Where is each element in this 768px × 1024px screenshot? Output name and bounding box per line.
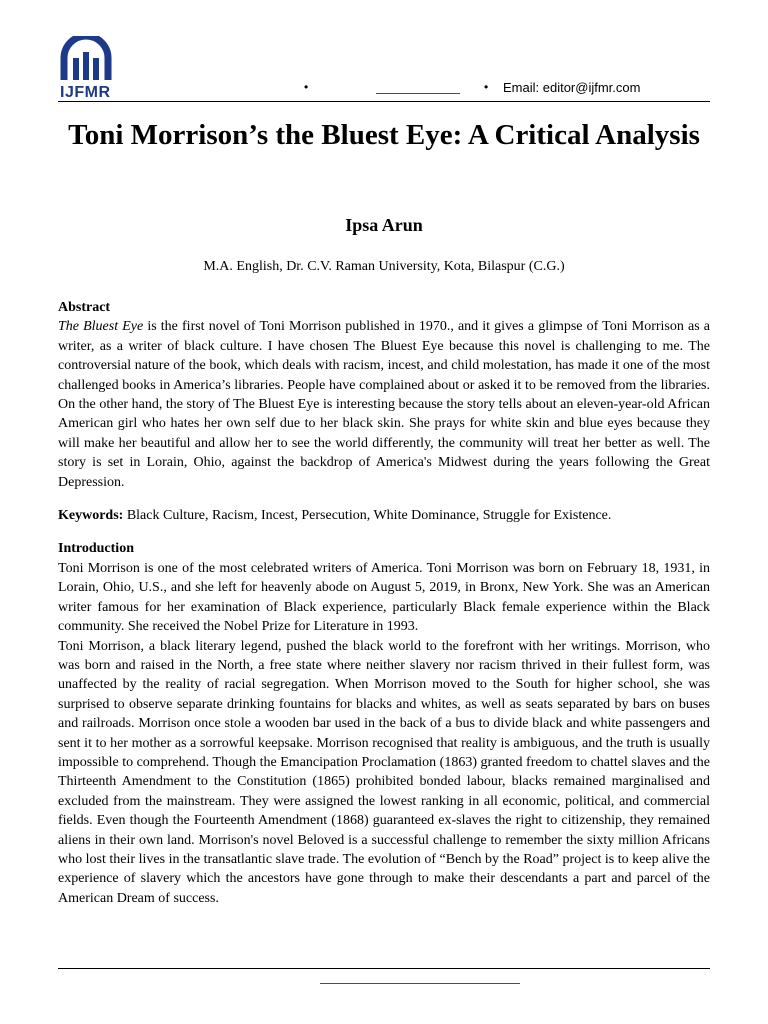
introduction-paragraph-2: Toni Morrison, a black literary legend, pushed the black world to the forefront with her writings. Morrison, who was born and raised in the North, a free state where neither slavery nor racism thrived in their fullest form, was unaffected by the reality of racial segregation. When Morrison moved to the South for higher school, she was surprised to observe separate drinking fountains for blacks and whites, as well as seats separated by bars on buses and railroads. Morrison once stole a wooden bar used in the back of a bus to divide black and white passengers and sent it to her mother as a sorrowful keepsake. Morrison recognised that reality is ambiguous, and the truth is usually impossible to comprehend. Though the Emancipation Proclamation (1863) granted freedom to chattel slaves and the Thirteenth Amendment to the Constitution (1865) prohibited bonded labour, blacks remained marginalised and excluded from the mainstream. They were assigned the lowest ranking in all economic, political, and commercial fields. Even though the Fourteenth Amendment (1868) guaranteed ex-slaves the right to citizenship, they remained aliens in their own land. Morrison's novel Beloved is a successful challenge to remember the sixty million Africans who lost their lives in the transatlantic slave trade. The evolution of “Bench by the Road” project is to keep alive the experience of slavery which the ancestors have gone through to make their descendants a part and parcel of the American Dream of success. (58, 638, 710, 906)
introduction-paragraph-1: Toni Morrison is one of the most celebrated writers of America. Toni Morrison was born on February 18, 1931, in Lorain, Ohio, U.S., and she left for heavenly abode on August 5, 2019, in Bronx, New York. She was an American writer famous for her examination of Black experience, particularly Black female experience within the Black community. She received the Nobel Prize for Literature in 1993. (58, 560, 710, 635)
author-affiliation: M.A. English, Dr. C.V. Raman University, Kota, Bilaspur (C.G.) (203, 259, 565, 274)
header-bullet: • (484, 80, 489, 94)
footer-link[interactable] (320, 983, 520, 984)
introduction-heading: Introduction (58, 541, 134, 557)
keywords-text: Black Culture, Racism, Incest, Persecution, White Dominance, Struggle for Existence. (123, 508, 612, 524)
keywords (58, 506, 710, 525)
paper-title: Toni Morrison’s the Bluest Eye: A Critical Analysis (68, 119, 700, 151)
header-divider (58, 101, 710, 102)
page-header (58, 36, 710, 102)
abstract-heading: Abstract (58, 300, 111, 315)
header-email[interactable]: Email: editor@ijfmr.com (503, 80, 641, 95)
abstract-text (58, 317, 710, 492)
abstract-body: is the first novel of Toni Morrison published in 1970., and it gives a glimpse of Toni Morrison as a writer, as a writer of black culture. I have chosen The Bluest Eye because this novel is challenging to me. The controversial nature of the book, which deals with racism, incest, and child molestation, has made it one of the most challenged books in America’s libraries. People have complained about or asked it to be removed from the libraries. On the other hand, the story of The Bluest Eye is interesting because the story tells about an eleven-year-old African American girl who hates her own self due to her black skin. She prays for white skin and blue eyes because they will make her beautiful and allow her to see the world differently, the community will treat her better as well. The story is set in Lorain, Ohio, against the backdrop of America's Midwest during the years following the Great Depression. (58, 319, 710, 490)
abstract-italic-title: The Bluest Eye (58, 319, 144, 335)
footer-divider (58, 968, 710, 969)
header-website-link[interactable] (376, 93, 460, 94)
author-name: Ipsa Arun (345, 215, 423, 235)
logo-text: IJFMR (60, 84, 111, 101)
keywords-label: Keywords: (58, 508, 124, 524)
header-bullet: • (304, 80, 309, 94)
paper-body (58, 298, 710, 908)
